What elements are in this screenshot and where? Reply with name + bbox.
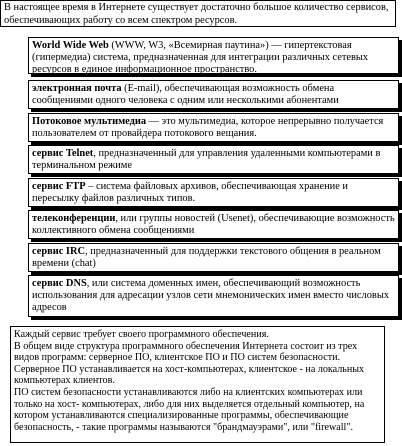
intro-text: В настоящее время в Интернете существует достаточно большое количество сервисов, обеспечивающих работу со всем спектром ресурсов. (4, 2, 389, 26)
service-name: сервис DNS (32, 278, 87, 289)
service-name: сервис IRC (32, 246, 85, 257)
service-dns (28, 275, 399, 317)
service-email (28, 80, 399, 109)
service-streaming (28, 113, 399, 142)
paragraph: Серверное ПО устанавливается на хост-компьютерах, клиентское - на локальных компьютерах клиентов. (14, 363, 365, 387)
service-name: электронная почта (32, 83, 122, 94)
service-desc: (E-mail), обеспечивающая возможность обмена сообщениями одного человека с одним или несколькими абонентами (32, 83, 339, 107)
service-desc: — это мультимедиа, которое непрерывно получается пользователем от провайдера потокового вещания. (32, 116, 384, 140)
service-name: сервис Telnet (32, 148, 94, 159)
service-desc: , предназначенный для поддержки текстового общения в реальном времени (chat) (32, 246, 381, 270)
service-irc (28, 243, 399, 272)
service-desc: , предназначенный для управления удаленными компьютерами в терминальном режиме (32, 148, 381, 172)
software-structure-box (10, 326, 385, 443)
service-usenet (28, 210, 399, 239)
service-desc: , или группы новостей (Usenet), обеспечивающие возможность коллективного обмена сообщениями (32, 213, 395, 237)
service-desc: (WWW, W3, «Всемирная паутина») — гипертекстовая (гипермедиа) система, предназначенная для интеграции различных сетевых ресурсов в единое информационное пространство. (32, 40, 369, 76)
service-desc: – система файловых архивов, обеспечивающая хранение и пересылку файлов различных типов. (32, 181, 348, 205)
paragraph: В общем виде структура программного обеспечения Интернета состоит из трех видов программ: серверное ПО, клиентское ПО и ПО систем безопасности. (14, 340, 358, 364)
service-name: World Wide Web (32, 40, 109, 51)
service-ftp (28, 178, 399, 207)
intro-box (0, 0, 396, 27)
service-name: телеконференции (32, 213, 116, 224)
paragraph: ПО систем безопасности устанавливаются либо на клиентских компьютерах или только на хост- компьютерах, либо для них выделяется отдельный компьютер, на котором устанавливаются специализированные программы, обеспечивающие безопасность, - такие программы называются "брандмауэрами", или "firewall". (14, 386, 365, 433)
service-name: сервис FTP (32, 181, 86, 192)
service-telnet (28, 145, 399, 174)
service-www (28, 37, 399, 74)
service-desc: , или система доменных имен, обеспечивающий возможность использования для адресации узлов сети мнемонических имен вместо числовых адресов (32, 278, 390, 314)
service-name: Потоковое мультимедиа (32, 116, 147, 127)
paragraph: Каждый сервис требует своего программного обеспечения. (14, 329, 269, 340)
